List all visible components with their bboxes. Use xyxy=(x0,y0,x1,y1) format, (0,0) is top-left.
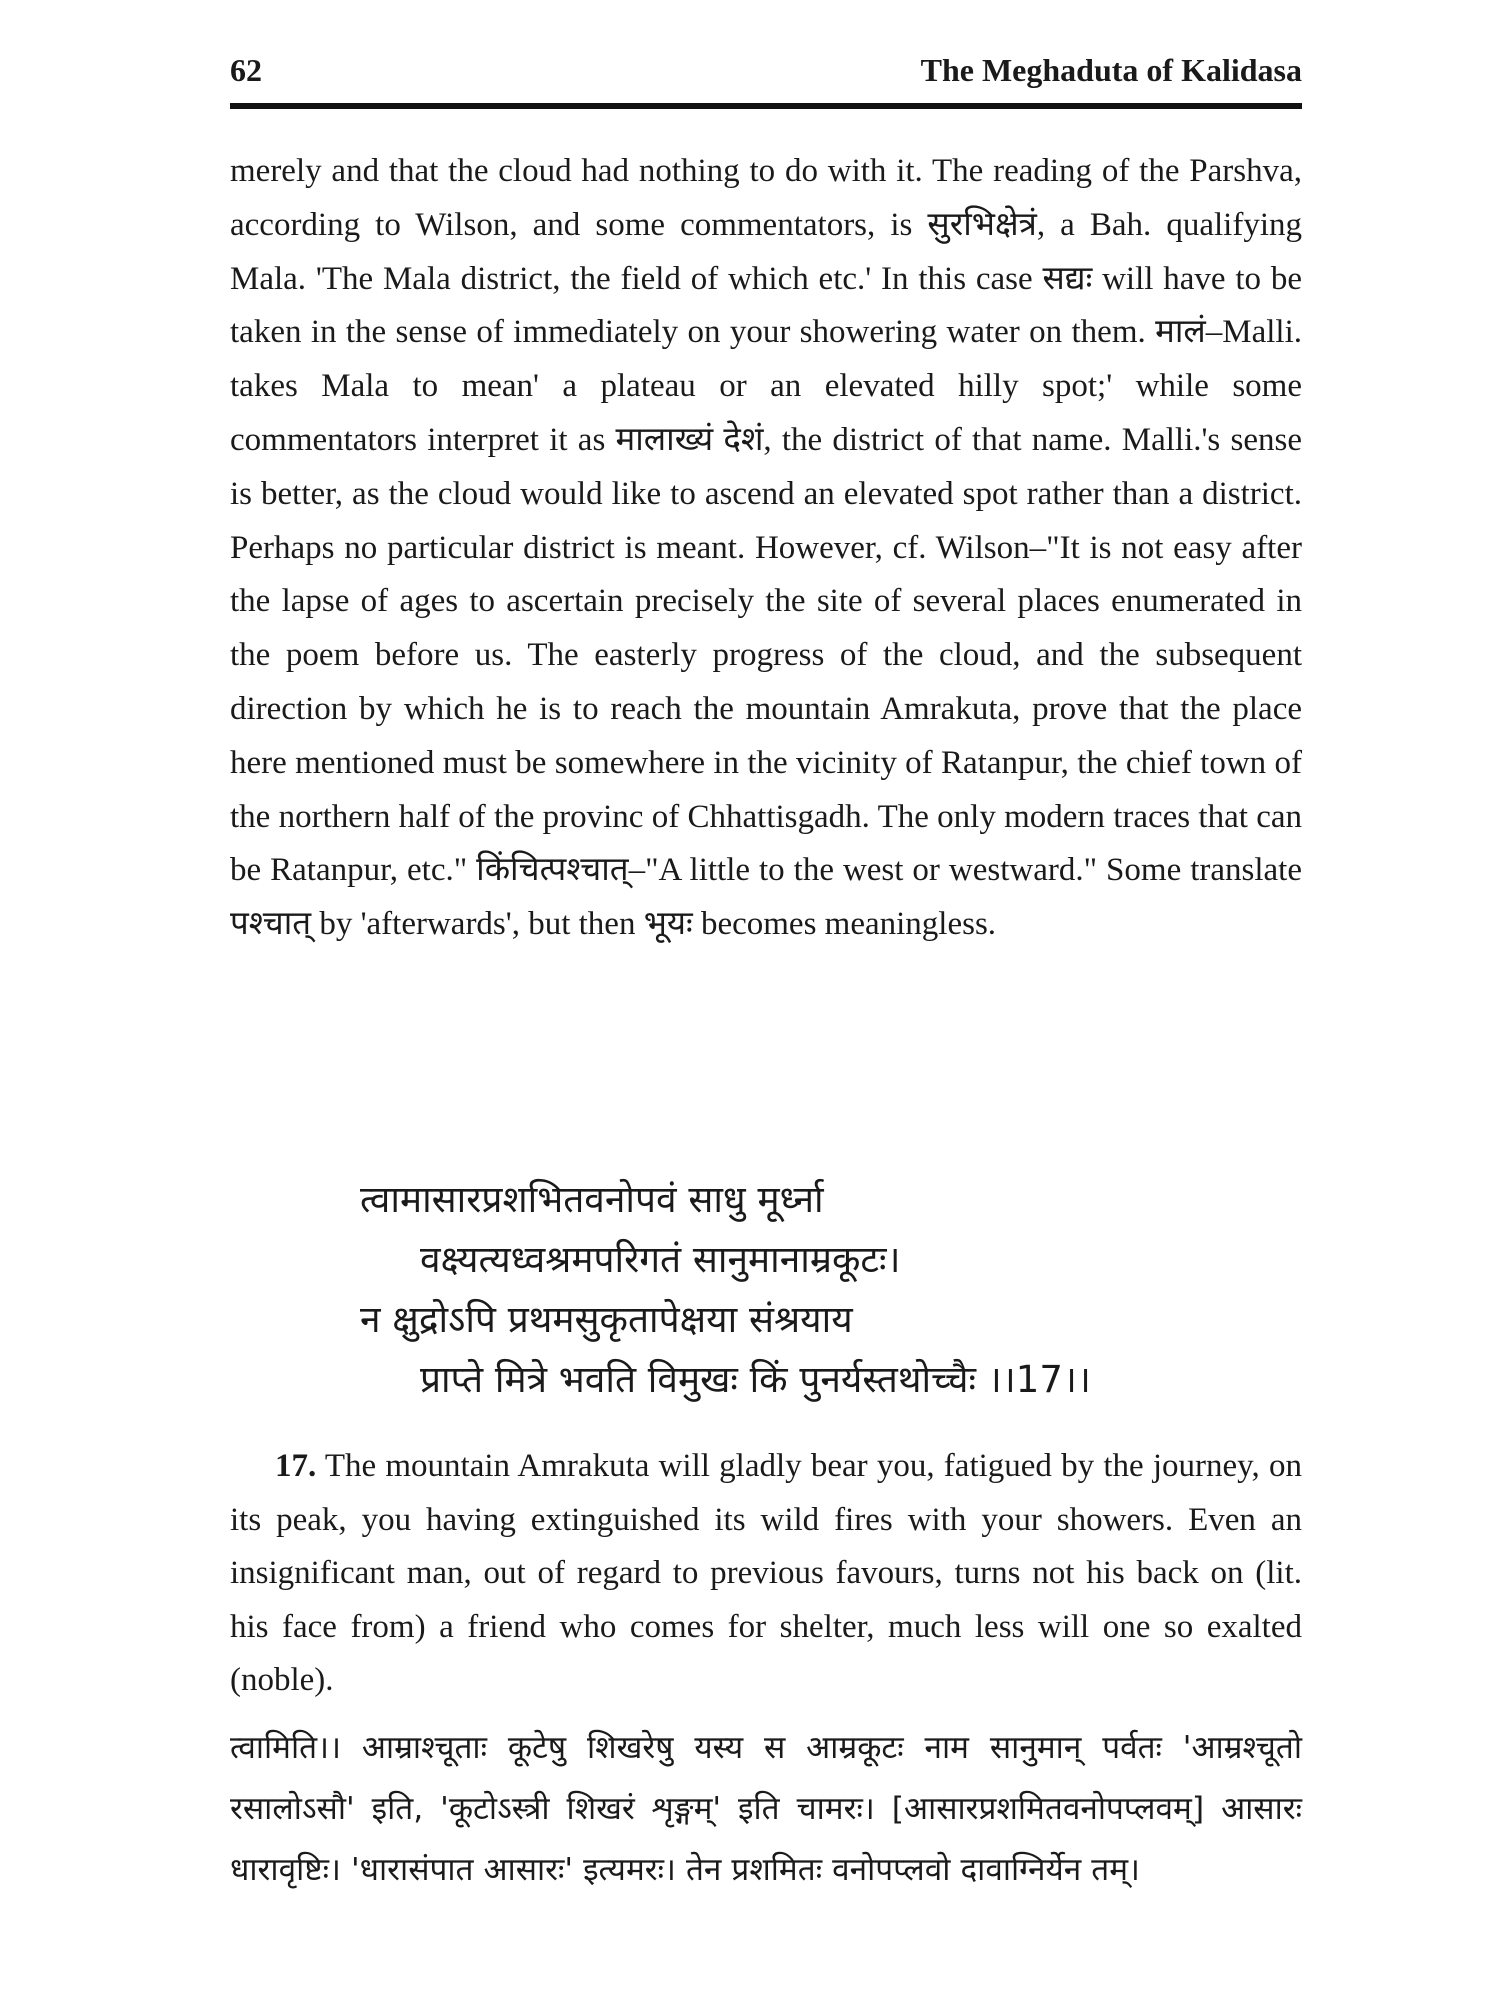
running-title: The Meghaduta of Kalidasa xyxy=(920,52,1302,88)
verse-line-1: त्वामासारप्रशभितवनोपवं साधु मूर्ध्ना xyxy=(360,1178,824,1221)
verse-line-4: प्राप्ते मित्रे भवति विमुखः किं पुनर्यस्तथोच्चैः ।।17।। xyxy=(420,1358,1091,1401)
sanskrit-commentary xyxy=(230,1718,1302,1901)
verse-line-2: वक्ष्यत्यध्वश्रमपरिगतं सानुमानाम्रकूटः। xyxy=(420,1238,901,1281)
translation-text: The mountain Amrakuta will gladly bear you, fatigued by the journey, on its peak, you having extinguished its wild fires with your showers. Even an insignificant man, out of regard to previous favours, turns not his back on (lit. his face from) a friend who comes for shelter, much less will one so exalted (noble). xyxy=(230,1448,1302,1698)
sanskrit-verse xyxy=(230,1170,1302,1410)
page-number: 62 xyxy=(230,52,262,88)
verse-translation xyxy=(230,1440,1302,1708)
page-header xyxy=(230,52,1302,92)
header-rule xyxy=(230,103,1302,109)
body-paragraph-text: merely and that the cloud had nothing to do with it. The reading of the Parshva, according to Wilson, and some commentators, is सुरभिक्षेत्रं, a Bah. qualifying Mala. 'The Mala district, the field of which etc.' In this case सद्यः will have to be taken in the sense of immediately on your showering water on them. मालं–Malli. takes Mala to mean' a plateau or an elevated hilly spot;' while some commentators interpret it as मालाख्यं देशं, the district of that name. Malli.'s sense is better, as the cloud would like to ascend an elevated spot rather than a district. Perhaps no particular district is meant. However, cf. Wilson–"It is not easy after the lapse of ages to ascertain precisely the site of several places enumerated in the poem before us. The easterly progress of the cloud, and the subsequent direction by which he is to reach the mountain Amrakuta, prove that the place here mentioned must be somewhere in the vicinity of Ratanpur, the chief town of the northern half of the provinc of Chhattisgadh. The only modern traces that can be Ratanpur, etc." किंचित्पश्चात्–"A little to the west or westward." Some translate पश्चात् by 'afterwards', but then भूयः becomes meaningless. xyxy=(230,153,1302,943)
commentary-text: त्वामिति।। आम्राश्चूताः कूटेषु शिखरेषु यस्य स आम्रकूटः नाम सानुमान् पर्वतः 'आम्रश्चूतो रसालोऽसौ' इति, 'कूटोऽस्त्री शिखरं शृङ्गम्' इति चामरः। [आसारप्रशमितवनोपप्लवम्] आसारः धारावृष्टिः। 'धारासंपात आसारः' इत्यमरः। तेन प्रशमितः वनोपप्लवो दावाग्निर्येन तम्। xyxy=(230,1730,1302,1888)
body-paragraph xyxy=(230,145,1302,952)
verse-number: 17. xyxy=(275,1448,317,1484)
verse-line-3: न क्षुद्रोऽपि प्रथमसुकृतापेक्षया संश्रयाय xyxy=(360,1298,853,1341)
